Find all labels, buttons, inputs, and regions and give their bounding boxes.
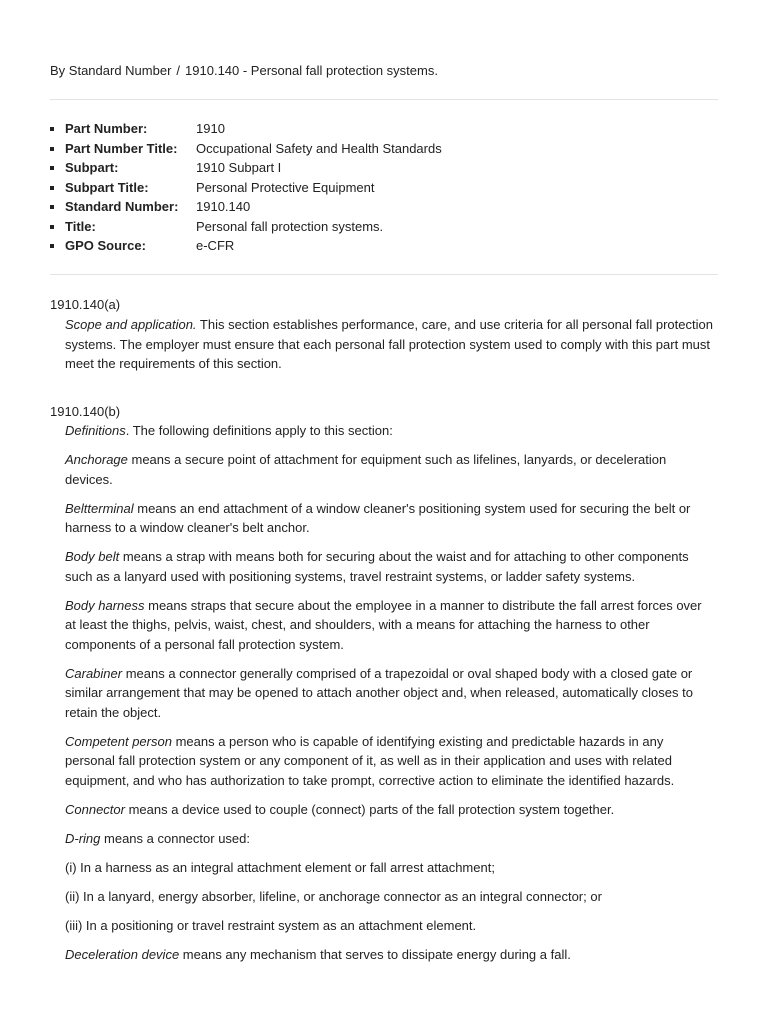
meta-item (50, 217, 442, 237)
breadcrumb (50, 61, 438, 81)
definitions-intro (65, 421, 715, 441)
meta-value: 1910.140 (196, 199, 251, 214)
definition-text: means an end attachment of a window cleaner's positioning system used for securing the belt or harness to a window cleaner's belt anchor. (65, 500, 691, 535)
meta-item (50, 197, 442, 217)
definition-deceleration-device (65, 945, 715, 965)
definition-text: (iii) In a positioning or travel restraint system as an attachment element. (65, 917, 477, 933)
d-ring-item-iii (65, 916, 715, 936)
section-a-body (65, 315, 715, 383)
definition-term: D-ring (65, 830, 101, 846)
scope-text: This section establishes performance, care, and use criteria for all personal fall protection systems. The employer must ensure that each personal fall protection system used to comply with this part must meet the requirements of this section. (65, 317, 713, 371)
breadcrumb-current: 1910.140 - Personal fall protection systems. (185, 63, 438, 78)
definition-text: means a person who is capable of identifying existing and predictable hazards in any personal fall protection system or any component of it, as well as in their application and uses with related equipment, and who has authorization to take prompt, corrective action to eliminate the identified hazards. (65, 733, 675, 788)
meta-item (50, 178, 442, 198)
meta-key: Part Number: (65, 121, 148, 136)
definition-text: means any mechanism that serves to dissipate energy during a fall. (179, 946, 571, 962)
definition-text: means straps that secure about the employee in a manner to distribute the fall arrest forces over at least the thighs, pelvis, waist, chest, and shoulders, with a means for attaching the harness to other components of a personal fall protection system. (65, 597, 702, 652)
definition-competent-person (65, 732, 715, 791)
definition-text: (i) In a harness as an integral attachment element or fall arrest attachment; (65, 859, 495, 875)
scope-paragraph (65, 315, 715, 374)
definition-term: Connector (65, 801, 125, 817)
definitions-intro-text: . The following definitions apply to this section: (125, 423, 393, 438)
definition-term: Carabiner (65, 665, 123, 681)
section-b-body (65, 421, 715, 974)
meta-key: Subpart: (65, 160, 119, 175)
definition-d-ring (65, 829, 715, 849)
definition-text: means a connector used: (100, 830, 250, 846)
definition-anchorage (65, 450, 715, 489)
d-ring-item-ii (65, 887, 715, 907)
breadcrumb-parent-link[interactable]: By Standard Number (50, 63, 172, 78)
meta-item (50, 158, 442, 178)
definition-term: Deceleration device (65, 946, 180, 962)
meta-key: Title: (65, 218, 96, 234)
meta-key: Standard Number: (65, 199, 179, 214)
definition-text: means a strap with means both for securing about the waist and for attaching to other components such as a lanyard used with positioning systems, travel restraint systems, or ladder safety systems. (65, 549, 689, 584)
scope-term: Scope and application. (65, 317, 197, 332)
definition-term: Beltterminal (65, 500, 134, 516)
definition-text: (ii) In a lanyard, energy absorber, lifeline, or anchorage connector as an integral connector; or (65, 888, 602, 904)
standard-metadata-list (50, 119, 442, 256)
definition-beltterminal (65, 499, 715, 538)
meta-value: Personal fall protection systems. (196, 218, 384, 234)
meta-value: 1910 Subpart I (196, 160, 282, 175)
divider-meta (50, 274, 718, 275)
definition-carabiner (65, 664, 715, 723)
definitions-term: Definitions (65, 423, 126, 438)
section-b-id: 1910.140(b) (50, 404, 121, 419)
meta-value: e-CFR (196, 238, 235, 253)
definition-text: means a device used to couple (connect) parts of the fall protection system together. (124, 801, 615, 817)
meta-value: Personal Protective Equipment (196, 179, 375, 195)
section-a-id: 1910.140(a) (50, 297, 121, 312)
meta-item (50, 119, 442, 139)
definition-body-harness (65, 596, 715, 655)
definition-term: Body harness (65, 597, 145, 613)
d-ring-item-i (65, 858, 715, 878)
meta-item (50, 236, 442, 256)
meta-value: Occupational Safety and Health Standards (196, 140, 442, 156)
breadcrumb-separator: / (176, 63, 181, 78)
definition-connector (65, 800, 715, 820)
meta-value: 1910 (196, 121, 225, 136)
definition-term: Body belt (65, 549, 120, 564)
definition-term: Competent person (65, 733, 172, 749)
definition-text: means a connector generally comprised of a trapezoidal or oval shaped body with a closed gate or similar arrangement that may be opened to attach another object and, when released, automatically closes to retain the object. (65, 665, 693, 720)
definition-body-belt (65, 547, 715, 586)
divider-top (50, 99, 718, 100)
meta-key: Subpart Title: (65, 179, 149, 195)
definition-text: means a secure point of attachment for equipment such as lifelines, lanyards, or deceleration devices. (65, 452, 667, 487)
meta-item (50, 139, 442, 159)
meta-key: Part Number Title: (65, 140, 178, 156)
definition-term: Anchorage (65, 452, 128, 467)
meta-key: GPO Source: (65, 238, 146, 253)
